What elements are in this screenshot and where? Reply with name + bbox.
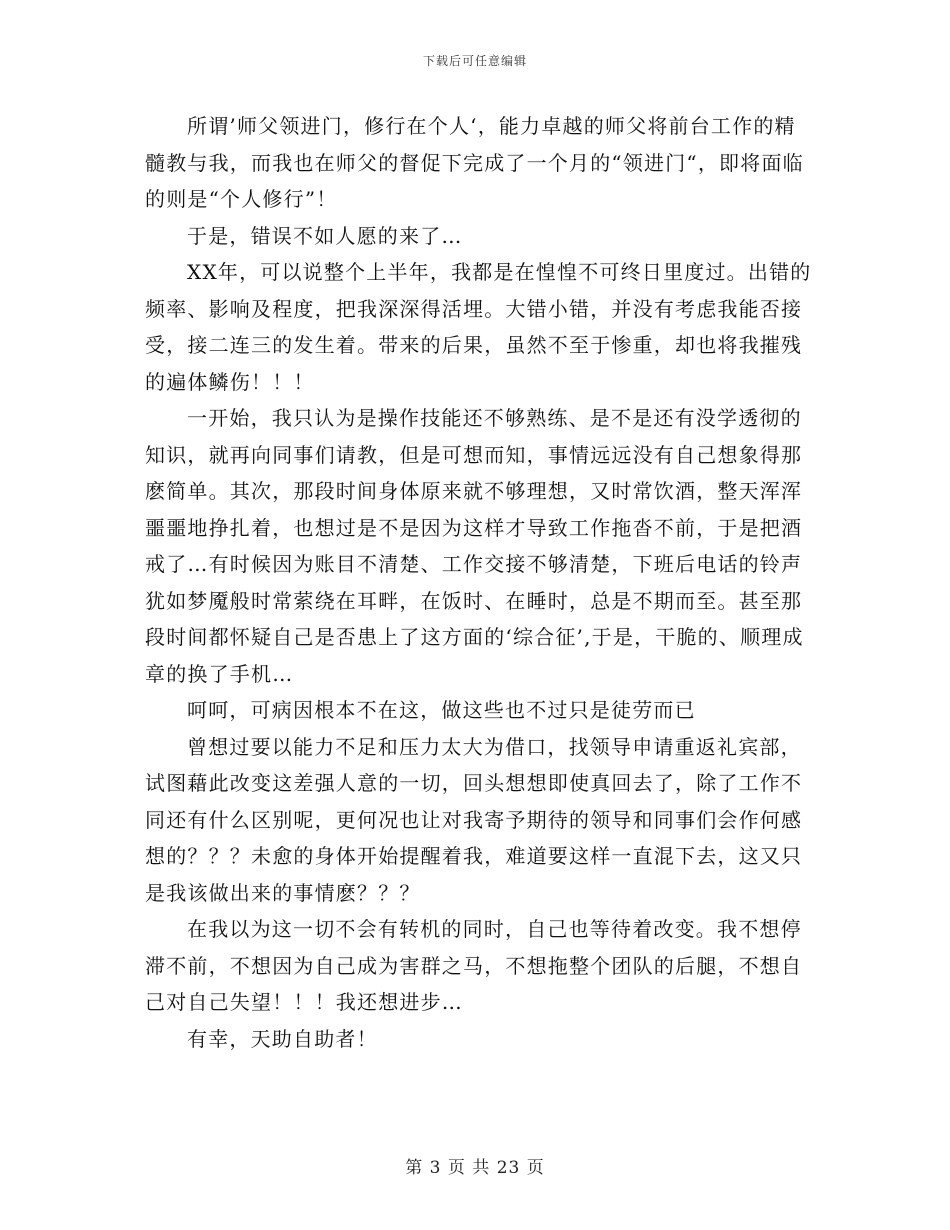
current-page-number: 3 — [429, 1158, 442, 1178]
document-body — [145, 108, 815, 1057]
total-pages-number: 23 — [496, 1158, 521, 1178]
footer-middle: 页 共 — [447, 1158, 491, 1178]
paragraph-8: 有幸，天助自助者！ — [187, 1026, 378, 1051]
paragraph-1: 所谓’师父领进门，修行在个人‘，能力卓越的师父将前台工作的精髓教与我，而我也在师父的督促下完成了一个月的“领进门“，即将面临的则是“个人修行”！ — [145, 114, 804, 211]
paragraph-5: 呵呵，可病因根本不在这，做这些也不过只是徒劳而已 — [187, 698, 696, 722]
page-footer — [0, 1153, 950, 1178]
paragraph-3: XX年，可以说整个上半年，我都是在惶惶不可终日里度过。出错的频率、影响及程度，把我深深得活埋。大错小错，并没有考虑我能否接受，接二连三的发生着。带来的后果，虽然不至于惨重，却也将我摧残的遍体鳞伤！！！ — [145, 260, 812, 394]
footer-suffix: 页 — [526, 1158, 545, 1178]
paragraph-7: 在我以为这一切不会有转机的同时，自己也等待着改变。我不想停滞不前，不想因为自己成为害群之马，不想拖整个团队的后腿，不想自己对自己失望！！！我还想进步… — [145, 917, 803, 1014]
footer-prefix: 第 — [405, 1158, 424, 1178]
paragraph-2: 于是，错误不如人愿的来了… — [187, 223, 463, 248]
paragraph-6: 曾想过要以能力不足和压力太大为借口，找领导申请重返礼宾部，试图藉此改变这差强人意的一切，回头想想即使真回去了，除了工作不同还有什么区别呢，更何况也让对我寄予期待的领导和同事们会作何感想的？？？未愈的身体开始提醒着我，难道要这样一直混下去，这又只是我该做出来的事情麽？？？ — [145, 734, 803, 905]
header-text: 下载后可任意编辑 — [422, 54, 527, 68]
paragraph-4: 一开始，我只认为是操作技能还不够熟练、是不是还有没学透彻的知识，就再向同事们请教，但是可想而知，事情远远没有自己想象得那麽简单。其次，那段时间身体原来就不够理想，又时常饮酒，整天浑浑噩噩地挣扎着，也想过是不是因为这样才导致工作拖沓不前，于是把酒戒了…有时候因为账目不清楚、工作交接不够清楚，下班后电话的铃声犹如梦魇般时常萦绕在耳畔，在饭时、在睡时，总是不期而至。甚至那段时间都怀疑自己是否患上了这方面的‘综合征’,于是，干脆的、顺理成章的换了手机… — [145, 406, 804, 686]
page-header — [0, 52, 950, 69]
